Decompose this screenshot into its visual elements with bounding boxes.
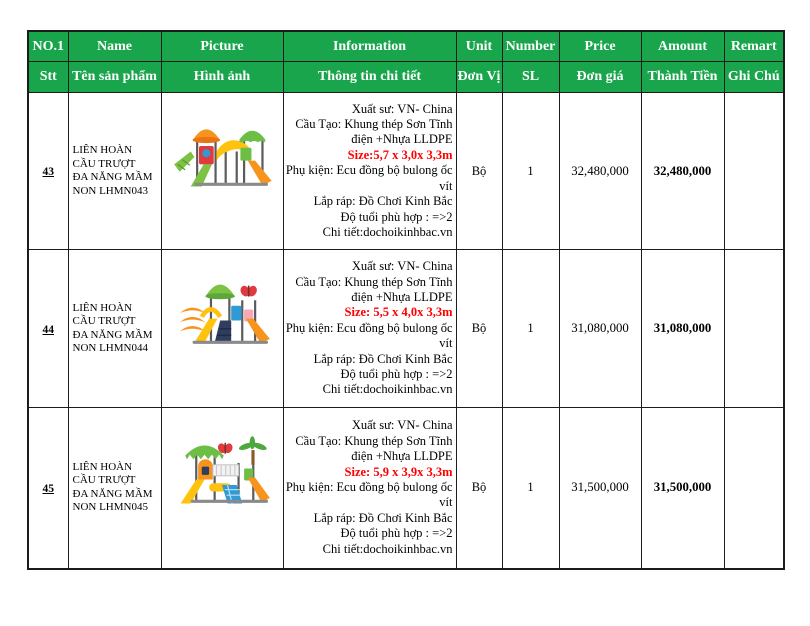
header-hinh-anh: Hình ảnh [161, 62, 283, 93]
info-line: Xuất sư: VN- China [351, 101, 453, 116]
product-table [27, 30, 785, 570]
info-line: Lắp ráp: Đồ Chơi Kinh Bắc [313, 194, 453, 209]
header-no: NO.1 [28, 31, 68, 62]
header-don-gia: Đơn giá [559, 62, 641, 93]
table-row [28, 250, 784, 408]
product-picture-cell [161, 408, 283, 569]
header-information: Information [283, 31, 456, 62]
header-number: Number [502, 31, 559, 62]
stt-number: 44 [42, 323, 54, 336]
header-price: Price [559, 31, 641, 62]
product-image [166, 111, 278, 203]
unit-value: Bộ [456, 408, 502, 569]
info-line: Độ tuổi phù hợp : =>2 [340, 367, 453, 382]
info-line: điện +Nhựa LLDPE [351, 449, 453, 464]
info-line: Chi tiết:dochoikinhbac.vn [322, 224, 453, 239]
header-don-vi: Đơn Vị [456, 62, 502, 93]
info-line: Lắp ráp: Đồ Chơi Kinh Bắc [313, 351, 453, 366]
quantity-value: 1 [502, 408, 559, 569]
info-line: điện +Nhựa LLDPE [351, 289, 453, 304]
header-row-vietnamese [28, 62, 784, 93]
header-name: Name [68, 31, 161, 62]
table-header [28, 31, 784, 93]
info-line: Chi tiết:dochoikinhbac.vn [322, 382, 453, 397]
stt-cell [28, 408, 68, 569]
quantity-value: 1 [502, 250, 559, 408]
header-thong-tin: Thông tin chi tiết [283, 62, 456, 93]
product-name [68, 250, 161, 408]
info-line: Chi tiết:dochoikinhbac.vn [322, 541, 453, 556]
info-line: Xuất sư: VN- China [351, 418, 453, 433]
unit-value: Bộ [456, 93, 502, 250]
quantity-value: 1 [502, 93, 559, 250]
info-line: vít [439, 495, 453, 510]
product-image [166, 269, 278, 361]
product-name-line: LIÊN HOÀN [72, 301, 133, 314]
product-name-line: CẦU TRƯỢT [72, 474, 136, 487]
header-thanh-tien: Thành Tiền [641, 62, 724, 93]
table-row [28, 93, 784, 250]
remark-value [724, 93, 784, 250]
info-line: Phụ kiện: Ecu đồng bộ bulong ốc [285, 320, 453, 335]
size-line: Size:5,7 x 3,0x 3,3m [347, 147, 453, 162]
header-sl: SL [502, 62, 559, 93]
product-name-line: ĐA NĂNG MẦM [72, 328, 153, 341]
table-row [28, 408, 784, 569]
info-line: Lắp ráp: Đồ Chơi Kinh Bắc [313, 510, 453, 525]
product-name-line: NON LHMN043 [72, 184, 148, 197]
remark-value [724, 250, 784, 408]
header-picture: Picture [161, 31, 283, 62]
table-body [28, 93, 784, 569]
size-line: Size: 5,5 x 4,0x 3,3m [344, 305, 453, 320]
info-line: vít [439, 178, 453, 193]
product-name-line: ĐA NĂNG MẦM [72, 487, 153, 500]
stt-cell [28, 93, 68, 250]
product-info [283, 93, 456, 250]
product-image [166, 428, 278, 520]
header-ten-san-pham: Tên sản phẩm [68, 62, 161, 93]
size-line: Size: 5,9 x 3,9x 3,3m [344, 464, 453, 479]
product-name [68, 93, 161, 250]
info-line: Phụ kiện: Ecu đồng bộ bulong ốc [285, 163, 453, 178]
info-line: Cầu Tạo: Khung thép Sơn Tĩnh [295, 274, 453, 289]
product-name-line: NON LHMN045 [72, 501, 148, 514]
product-name-line: NON LHMN044 [72, 342, 148, 354]
product-info [283, 408, 456, 569]
product-name-line: ĐA NĂNG MẦM [72, 171, 153, 183]
header-remark: Remart [724, 31, 784, 62]
unit-price-value: 31,080,000 [559, 250, 641, 408]
product-info [283, 250, 456, 408]
product-name-line: CẦU TRƯỢT [72, 157, 136, 170]
unit-price-value: 32,480,000 [559, 93, 641, 250]
remark-value [724, 408, 784, 569]
amount-value: 31,080,000 [641, 250, 724, 408]
info-line: Độ tuổi phù hợp : =>2 [340, 209, 453, 224]
product-name-line: LIÊN HOÀN [72, 144, 133, 156]
info-line: Cầu Tạo: Khung thép Sơn Tĩnh [295, 433, 453, 448]
stt-number: 45 [42, 482, 54, 495]
product-name [68, 408, 161, 569]
info-line: Độ tuổi phù hợp : =>2 [340, 526, 453, 541]
header-unit: Unit [456, 31, 502, 62]
info-line: vít [439, 336, 453, 351]
unit-price-value: 31,500,000 [559, 408, 641, 569]
product-name-line: CẦU TRƯỢT [72, 315, 136, 327]
info-line: Cầu Tạo: Khung thép Sơn Tĩnh [295, 117, 453, 132]
header-ghi-chu: Ghi Chú [724, 62, 784, 93]
header-stt: Stt [28, 62, 68, 93]
price-list-sheet [27, 30, 785, 570]
header-row-english [28, 31, 784, 62]
amount-value: 32,480,000 [641, 93, 724, 250]
info-line: Phụ kiện: Ecu đồng bộ bulong ốc [285, 480, 453, 495]
header-amount: Amount [641, 31, 724, 62]
amount-value: 31,500,000 [641, 408, 724, 569]
product-picture-cell [161, 93, 283, 250]
stt-number: 43 [42, 166, 54, 178]
unit-value: Bộ [456, 250, 502, 408]
product-name-line: LIÊN HOÀN [72, 460, 133, 473]
info-line: điện +Nhựa LLDPE [351, 132, 453, 147]
info-line: Xuất sư: VN- China [351, 259, 453, 274]
stt-cell [28, 250, 68, 408]
product-picture-cell [161, 250, 283, 408]
